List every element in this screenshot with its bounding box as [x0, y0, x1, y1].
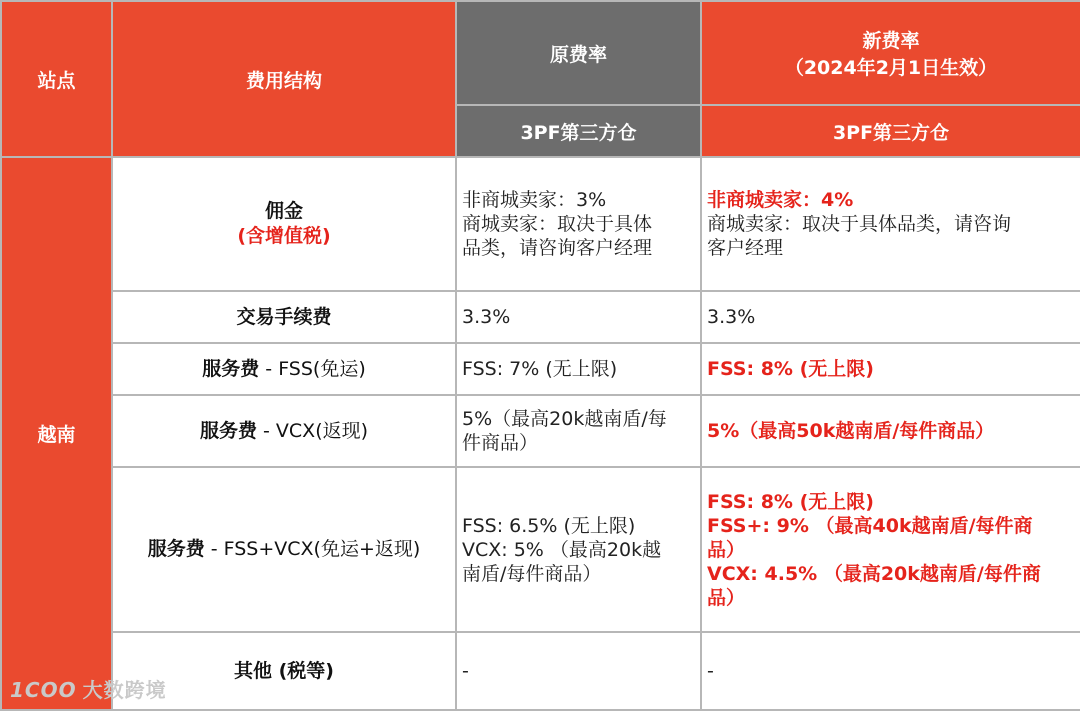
table-row [1, 395, 1080, 467]
table-row [1, 291, 1080, 343]
old-rate-line: VCX: 5% （最高20k越 [462, 538, 662, 561]
row-label [112, 343, 456, 395]
row-label-main: 其他 (税等) [234, 659, 334, 682]
row-label [112, 467, 456, 632]
new-rate-line-highlight: VCX: 4.5% （最高20k越南盾/每件商 [707, 562, 1041, 585]
old-rate-line: 商城卖家：取决于具体 [462, 213, 653, 235]
row-label-rest: - FSS(免运) [259, 357, 366, 380]
old-rate-line: 3.3% [462, 306, 511, 328]
new-rate-cell [701, 291, 1080, 343]
old-rate-cell [456, 467, 701, 632]
old-rate-line: FSS: 7% (无上限) [462, 358, 618, 380]
old-rate-cell [456, 291, 701, 343]
site-name: 越南 [1, 157, 112, 710]
table-row [1, 157, 1080, 291]
row-label-rest: - VCX(返现) [256, 419, 369, 442]
header-fee-structure: 费用结构 [112, 1, 456, 157]
row-label-bold: 服务费 [199, 419, 257, 442]
row-label-bold: 服务费 [147, 538, 205, 560]
old-rate-line: 件商品） [462, 432, 539, 454]
new-rate-line-highlight: 非商城卖家：4% [707, 189, 854, 211]
row-label [112, 291, 456, 343]
old-rate-line: 非商城卖家：3% [462, 189, 607, 211]
header-old-sub: 3PF第三方仓 [456, 105, 701, 157]
new-rate-line: 客户经理 [707, 237, 784, 259]
new-rate-cell [701, 395, 1080, 467]
watermark-logo: 1COO [10, 678, 77, 702]
new-rate-cell [701, 467, 1080, 632]
row-label-main: 佣金 [264, 200, 303, 222]
old-rate-cell [456, 343, 701, 395]
old-rate-cell [456, 395, 701, 467]
header-site: 站点 [1, 1, 112, 157]
row-label-rest: - FSS+VCX(免运+返现) [204, 538, 421, 560]
new-rate-line: 商城卖家：取决于具体品类，请咨询 [707, 213, 1012, 235]
watermark [10, 674, 167, 703]
watermark-text: 大数跨境 [82, 678, 167, 702]
header-new-sub: 3PF第三方仓 [701, 105, 1080, 157]
new-rate-line-highlight: 品） [707, 538, 746, 561]
table-row [1, 343, 1080, 395]
old-rate-line: 5%（最高20k越南盾/每 [462, 408, 667, 430]
old-rate-cell [456, 632, 701, 710]
old-rate-line: - [462, 660, 469, 682]
new-rate-cell [701, 157, 1080, 291]
new-rate-line: 3.3% [707, 306, 756, 328]
new-rate-line: - [707, 660, 714, 682]
new-rate-cell [701, 632, 1080, 710]
row-label-sub: (含增值税) [237, 225, 331, 247]
new-rate-line-highlight: 5%（最高50k越南盾/每件商品） [707, 420, 995, 442]
old-rate-cell [456, 157, 701, 291]
row-label-main: 交易手续费 [236, 305, 332, 328]
old-rate-line: 南盾/每件商品） [462, 562, 602, 585]
row-label [112, 157, 456, 291]
header-new-rate [701, 1, 1080, 105]
row-label [112, 395, 456, 467]
new-rate-line-highlight: FSS: 8% (无上限) [707, 358, 874, 380]
header-old-rate: 原费率 [456, 1, 701, 105]
header-new-rate-title: 新费率 [862, 30, 920, 52]
new-rate-line-highlight: FSS+: 9% （最高40k越南盾/每件商 [707, 514, 1033, 537]
new-rate-cell [701, 343, 1080, 395]
old-rate-line: 品类，请咨询客户经理 [462, 237, 653, 259]
old-rate-line: FSS: 6.5% (无上限) [462, 514, 636, 537]
row-label-bold: 服务费 [202, 357, 260, 380]
table-row [1, 467, 1080, 632]
new-rate-line-highlight: FSS: 8% (无上限) [707, 490, 874, 513]
header-new-rate-subtitle: （2024年2月1日生效） [784, 57, 998, 79]
new-rate-line-highlight: 品） [707, 586, 746, 609]
